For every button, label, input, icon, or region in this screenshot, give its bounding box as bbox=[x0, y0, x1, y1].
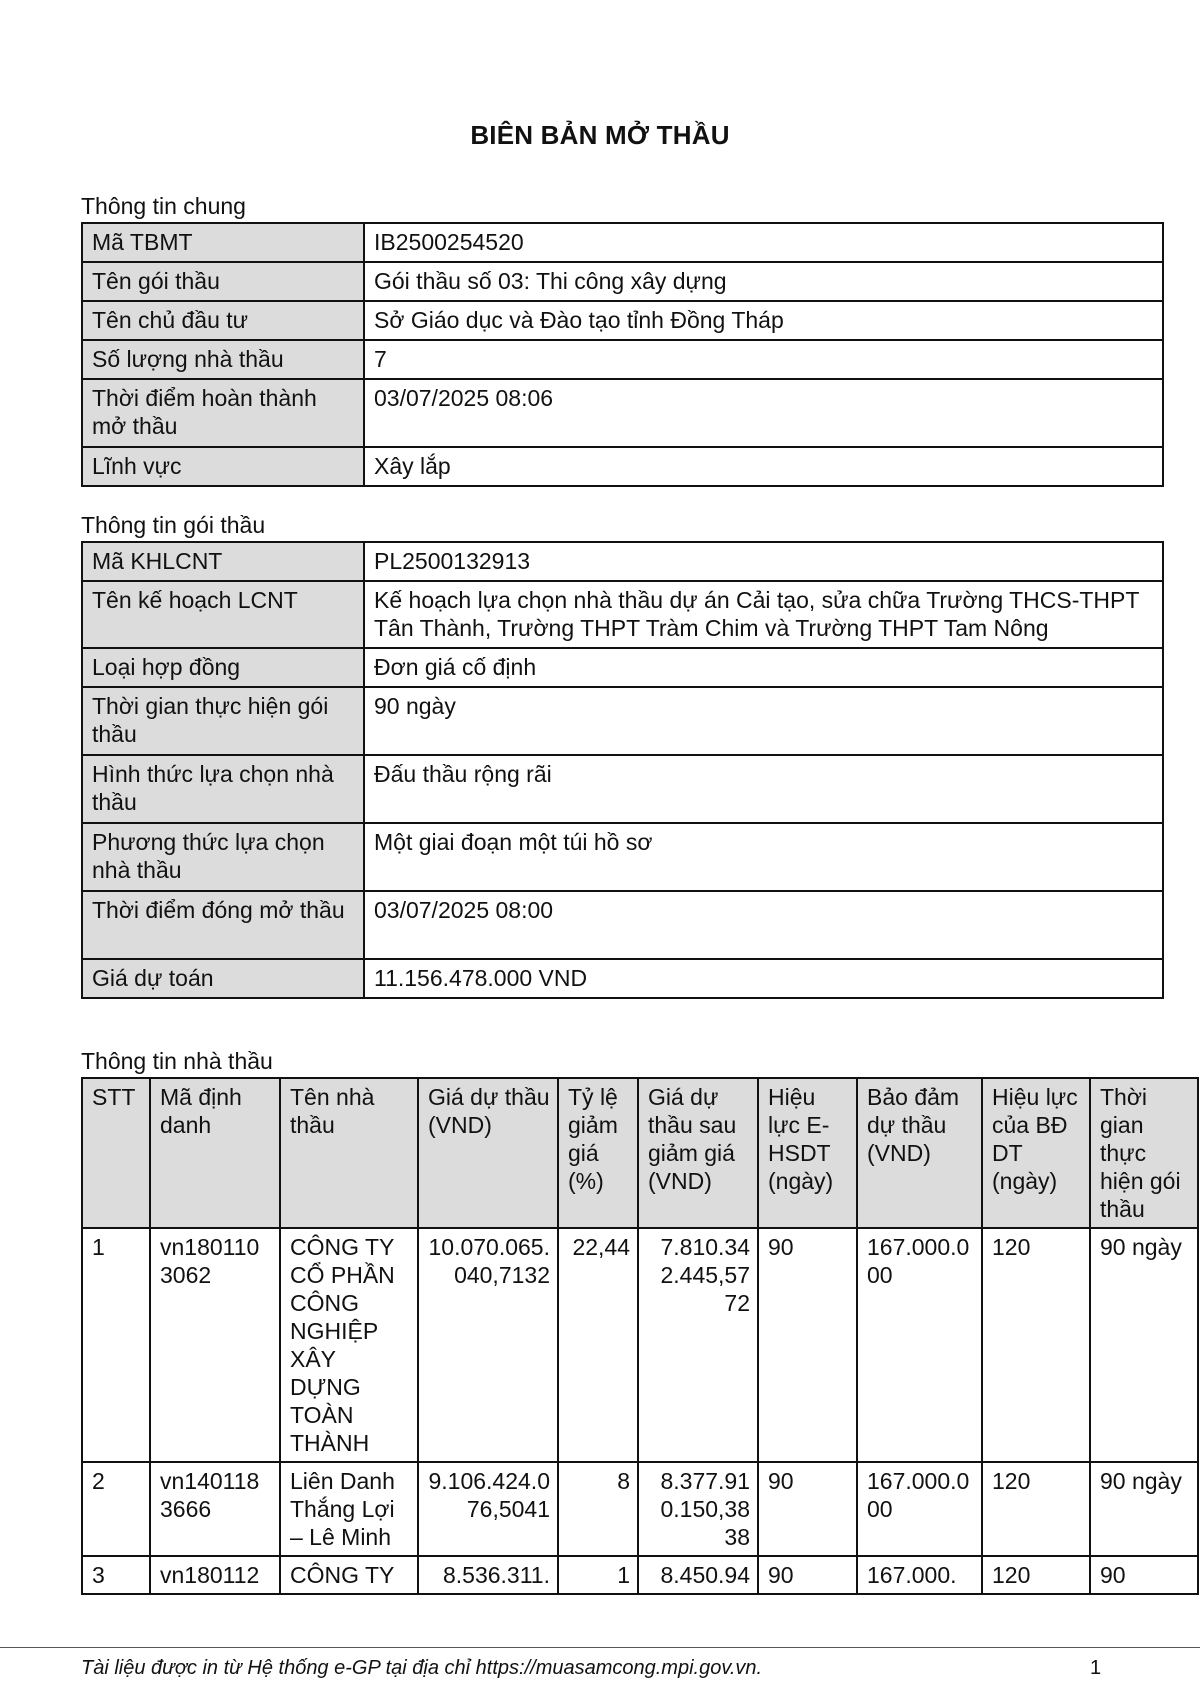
field-value: IB2500254520 bbox=[364, 223, 1163, 262]
page-number: 1 bbox=[1090, 1657, 1102, 1679]
cell-discount: 8 bbox=[558, 1462, 638, 1556]
cell-validity: 90 bbox=[758, 1228, 857, 1462]
field-label: Mã KHLCNT bbox=[82, 542, 364, 581]
column-header: Giá dự thầu sau giảm giá (VND) bbox=[638, 1078, 758, 1228]
table-row bbox=[82, 823, 1163, 891]
field-value: 03/07/2025 08:00 bbox=[364, 891, 1163, 959]
field-label: Tên chủ đầu tư bbox=[82, 301, 364, 340]
field-value: Một giai đoạn một túi hồ sơ bbox=[364, 823, 1163, 891]
field-label: Mã TBMT bbox=[82, 223, 364, 262]
package-info-table bbox=[81, 541, 1164, 999]
cell-discount: 22,44 bbox=[558, 1228, 638, 1462]
cell-stt: 3 bbox=[82, 1556, 150, 1594]
field-value: Kế hoạch lựa chọn nhà thầu dự án Cải tạo, sửa chữa Trường THCS-THPT Tân Thành, Trường THPT Tràm Chim và Trường THPT Tam Nông bbox=[364, 581, 1163, 648]
field-label: Loại hợp đồng bbox=[82, 648, 364, 687]
table-row bbox=[82, 447, 1163, 486]
field-value: Đơn giá cố định bbox=[364, 648, 1163, 687]
table-row bbox=[82, 687, 1163, 755]
field-label: Giá dự toán bbox=[82, 959, 364, 998]
column-header: Tỷ lệ giảm giá (%) bbox=[558, 1078, 638, 1228]
column-header: Tên nhà thầu bbox=[280, 1078, 418, 1228]
cell-guarantee-validity: 120 bbox=[982, 1556, 1090, 1594]
table-row bbox=[82, 301, 1163, 340]
field-label: Thời điểm hoàn thành mở thầu bbox=[82, 379, 364, 447]
cell-price-after-discount: 8.450.94 bbox=[638, 1556, 758, 1594]
field-value: 90 ngày bbox=[364, 687, 1163, 755]
cell-duration: 90 ngày bbox=[1090, 1228, 1198, 1462]
column-header: STT bbox=[82, 1078, 150, 1228]
footer-divider bbox=[0, 1647, 1200, 1648]
table-row bbox=[82, 340, 1163, 379]
table-row bbox=[82, 755, 1163, 823]
field-value: Sở Giáo dục và Đào tạo tỉnh Đồng Tháp bbox=[364, 301, 1163, 340]
table-row bbox=[82, 262, 1163, 301]
bidder-info-label: Thông tin nhà thầu bbox=[81, 1048, 273, 1074]
cell-id: vn1801103062 bbox=[150, 1228, 280, 1462]
cell-bid-price: 10.070.065.040,7132 bbox=[418, 1228, 558, 1462]
cell-id: vn1401183666 bbox=[150, 1462, 280, 1556]
field-label: Hình thức lựa chọn nhà thầu bbox=[82, 755, 364, 823]
cell-name: CÔNG TY bbox=[280, 1556, 418, 1594]
field-label: Tên gói thầu bbox=[82, 262, 364, 301]
cell-guarantee-validity: 120 bbox=[982, 1228, 1090, 1462]
cell-bid-price: 8.536.311. bbox=[418, 1556, 558, 1594]
column-header: Giá dự thầu (VND) bbox=[418, 1078, 558, 1228]
column-header: Bảo đảm dự thầu (VND) bbox=[857, 1078, 982, 1228]
cell-discount: 1 bbox=[558, 1556, 638, 1594]
table-row bbox=[82, 959, 1163, 998]
table-row bbox=[82, 223, 1163, 262]
cell-guarantee: 167.000.000 bbox=[857, 1228, 982, 1462]
table-header-row bbox=[82, 1078, 1198, 1228]
cell-name: CÔNG TY CỔ PHẦN CÔNG NGHIỆP XÂY DỰNG TOÀN THÀNH bbox=[280, 1228, 418, 1462]
field-label: Tên kế hoạch LCNT bbox=[82, 581, 364, 648]
field-value: Gói thầu số 03: Thi công xây dựng bbox=[364, 262, 1163, 301]
field-value: Đấu thầu rộng rãi bbox=[364, 755, 1163, 823]
field-label: Phương thức lựa chọn nhà thầu bbox=[82, 823, 364, 891]
table-row bbox=[82, 648, 1163, 687]
field-label: Lĩnh vực bbox=[82, 447, 364, 486]
cell-guarantee: 167.000. bbox=[857, 1556, 982, 1594]
column-header: Mã định danh bbox=[150, 1078, 280, 1228]
cell-stt: 1 bbox=[82, 1228, 150, 1462]
cell-duration: 90 ngày bbox=[1090, 1462, 1198, 1556]
cell-validity: 90 bbox=[758, 1556, 857, 1594]
table-row bbox=[82, 581, 1163, 648]
cell-id: vn180112 bbox=[150, 1556, 280, 1594]
table-row bbox=[82, 891, 1163, 959]
table-row bbox=[82, 1228, 1198, 1462]
cell-stt: 2 bbox=[82, 1462, 150, 1556]
general-info-label: Thông tin chung bbox=[81, 193, 246, 219]
column-header: Hiệu lực của BĐ DT (ngày) bbox=[982, 1078, 1090, 1228]
cell-duration: 90 bbox=[1090, 1556, 1198, 1594]
field-value: 11.156.478.000 VND bbox=[364, 959, 1163, 998]
package-info-label: Thông tin gói thầu bbox=[81, 512, 266, 538]
table-row bbox=[82, 542, 1163, 581]
field-value: Xây lắp bbox=[364, 447, 1163, 486]
field-value: 03/07/2025 08:06 bbox=[364, 379, 1163, 447]
cell-guarantee: 167.000.000 bbox=[857, 1462, 982, 1556]
field-label: Thời gian thực hiện gói thầu bbox=[82, 687, 364, 755]
table-row bbox=[82, 1462, 1198, 1556]
cell-validity: 90 bbox=[758, 1462, 857, 1556]
cell-price-after-discount: 7.810.342.445,5772 bbox=[638, 1228, 758, 1462]
field-value: 7 bbox=[364, 340, 1163, 379]
general-info-table bbox=[81, 222, 1164, 487]
bidder-table bbox=[81, 1077, 1199, 1595]
table-row bbox=[82, 1556, 1198, 1594]
footer-note: Tài liệu được in từ Hệ thống e-GP tại địa chỉ https://muasamcong.mpi.gov.vn. bbox=[81, 1657, 763, 1679]
column-header: Hiệu lực E-HSDT (ngày) bbox=[758, 1078, 857, 1228]
cell-bid-price: 9.106.424.076,5041 bbox=[418, 1462, 558, 1556]
column-header: Thời gian thực hiện gói thầu bbox=[1090, 1078, 1198, 1228]
table-row bbox=[82, 379, 1163, 447]
cell-price-after-discount: 8.377.910.150,3838 bbox=[638, 1462, 758, 1556]
field-value: PL2500132913 bbox=[364, 542, 1163, 581]
field-label: Thời điểm đóng mở thầu bbox=[82, 891, 364, 959]
cell-name: Liên Danh Thắng Lợi – Lê Minh bbox=[280, 1462, 418, 1556]
document-title: BIÊN BẢN MỞ THẦU bbox=[470, 120, 730, 150]
cell-guarantee-validity: 120 bbox=[982, 1462, 1090, 1556]
field-label: Số lượng nhà thầu bbox=[82, 340, 364, 379]
